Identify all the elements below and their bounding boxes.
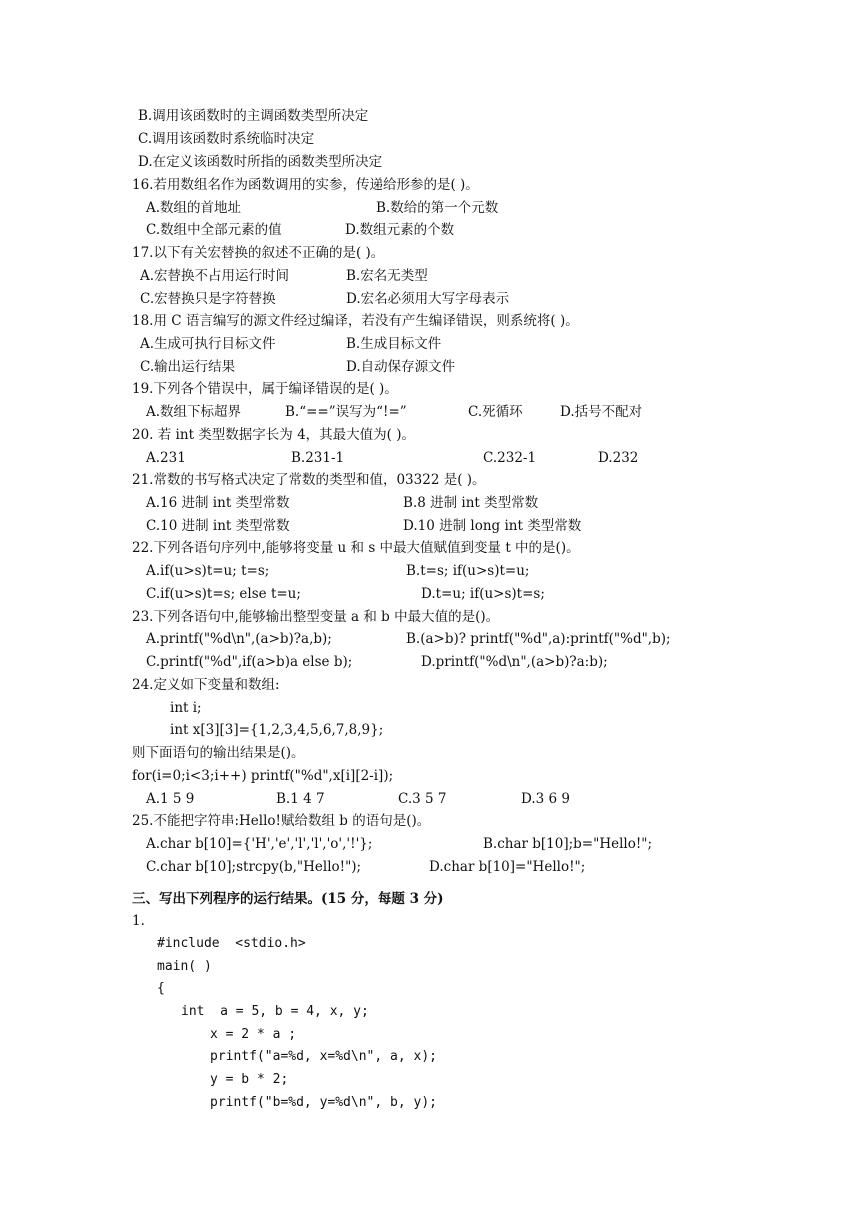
q22-option-d: D.t=u; if(u>s)t=s; (421, 586, 545, 602)
q24-code-line-3: for(i=0;i<3;i++) printf("%d",x[i][2-i]); (132, 768, 394, 784)
option-c-prev: C.调用该函数时系统临时决定 (138, 131, 315, 147)
q20-option-c: C.232-1 (483, 450, 537, 466)
q17-option-d: D.宏名必须用大写字母表示 (346, 291, 510, 307)
question-19: 19.下列各个错误中，属于编译错误的是( )。 (132, 381, 398, 397)
q21-option-a: A.16 进制 int 类型常数 (146, 495, 290, 511)
q16-option-b: B.数给的第一个元数 (376, 200, 499, 216)
q24-option-d: D.3 6 9 (521, 791, 570, 807)
option-d-prev: D.在定义该函数时所指的函数类型所决定 (138, 154, 383, 170)
q20-option-b: B.231-1 (291, 450, 345, 466)
q21-option-c: C.10 进制 int 类型常数 (146, 518, 290, 534)
q18-option-d: D.自动保存源文件 (346, 359, 456, 375)
q22-option-c: C.if(u>s)t=s; else t=u; (146, 586, 301, 602)
q21-option-d: D.10 进制 long int 类型常数 (403, 518, 582, 534)
question-22: 22.下列各语句序列中,能够将变量 u 和 s 中最大值赋值到变量 t 中的是()。 (132, 540, 580, 556)
q21-option-b: B.8 进制 int 类型常数 (403, 495, 539, 511)
q25-option-d: D.char b[10]="Hello!"; (429, 859, 586, 875)
q24-option-a: A.1 5 9 (146, 791, 195, 807)
q23-option-d: D.printf("%d\n",(a>b)?a:b); (421, 654, 608, 670)
q18-option-a: A.生成可执行目标文件 (140, 336, 276, 352)
question-21: 21.常数的书写格式决定了常数的类型和值，03322 是( )。 (132, 472, 486, 488)
q17-option-b: B.宏名无类型 (346, 268, 428, 284)
question-16: 16.若用数组名作为函数调用的实参，传递给形参的是( )。 (132, 177, 479, 193)
q20-option-d: D.232 (598, 450, 639, 466)
q19-option-c: C.死循环 (468, 404, 523, 420)
q23-option-a: A.printf("%d\n",(a>b)?a,b); (146, 631, 332, 647)
program-1-line-2: main( ) (157, 959, 212, 974)
q23-option-b: B.(a>b)? printf("%d",a):printf("%d",b); (406, 631, 671, 647)
q24-code-line-1: int i; (170, 700, 202, 716)
question-20: 20. 若 int 类型数据字长为 4，其最大值为( )。 (132, 427, 415, 443)
question-24: 24.定义如下变量和数组: (132, 677, 280, 693)
q24-option-c: C.3 5 7 (398, 791, 447, 807)
program-1-line-5: x = 2 * a ; (210, 1027, 297, 1042)
q17-option-c: C.宏替换只是字符替换 (140, 291, 276, 307)
program-1-line-8: printf("b=%d, y=%d\n", b, y); (210, 1095, 437, 1110)
q24-code-line-2: int x[3][3]={1,2,3,4,5,6,7,8,9}; (170, 722, 384, 738)
program-1-line-3: { (157, 981, 165, 996)
q20-option-a: A.231 (146, 450, 186, 466)
program-1-line-7: y = b * 2; (210, 1072, 289, 1087)
q16-option-c: C.数组中全部元素的值 (146, 222, 282, 238)
program-1-line-1: #include <stdio.h> (157, 936, 306, 951)
q25-option-c: C.char b[10];strcpy(b,"Hello!"); (146, 859, 362, 875)
program-1-number: 1. (132, 913, 145, 929)
question-25: 25.不能把字符串:Hello!赋给数组 b 的语句是()。 (132, 813, 431, 829)
q25-option-b: B.char b[10];b="Hello!"; (483, 836, 653, 852)
question-23: 23.下列各语句中,能够输出整型变量 a 和 b 中最大值的是()。 (132, 609, 500, 625)
q25-option-a: A.char b[10]={'H','e','l','l','o','!'}; (146, 836, 373, 852)
q19-option-b: B.“==”误写为“!=” (285, 404, 407, 420)
q18-option-b: B.生成目标文件 (346, 336, 442, 352)
program-1-line-6: printf("a=%d, x=%d\n", a, x); (210, 1049, 437, 1064)
option-b-prev: B.调用该函数时的主调函数类型所决定 (138, 108, 369, 124)
program-1-line-4: int a = 5, b = 4, x, y; (181, 1004, 369, 1019)
q23-option-c: C.printf("%d",if(a>b)a else b); (146, 654, 353, 670)
q16-option-a: A.数组的首地址 (146, 200, 242, 216)
q22-option-b: B.t=s; if(u>s)t=u; (406, 563, 530, 579)
q19-option-d: D.括号不配对 (560, 404, 643, 420)
q16-option-d: D.数组元素的个数 (345, 222, 455, 238)
q19-option-a: A.数组下标超界 (146, 404, 242, 420)
q17-option-a: A.宏替换不占用运行时间 (140, 268, 290, 284)
q18-option-c: C.输出运行结果 (140, 359, 236, 375)
q24-stem-2: 则下面语句的输出结果是()。 (132, 745, 305, 761)
section-3-heading: 三、写出下列程序的运行结果。(15 分，每题 3 分) (132, 891, 444, 907)
question-17: 17.以下有关宏替换的叙述不正确的是( )。 (132, 245, 385, 261)
q24-option-b: B.1 4 7 (276, 791, 325, 807)
question-18: 18.用 C 语言编写的源文件经过编译，若没有产生编译错误，则系统将( )。 (132, 313, 579, 329)
q22-option-a: A.if(u>s)t=u; t=s; (146, 563, 270, 579)
